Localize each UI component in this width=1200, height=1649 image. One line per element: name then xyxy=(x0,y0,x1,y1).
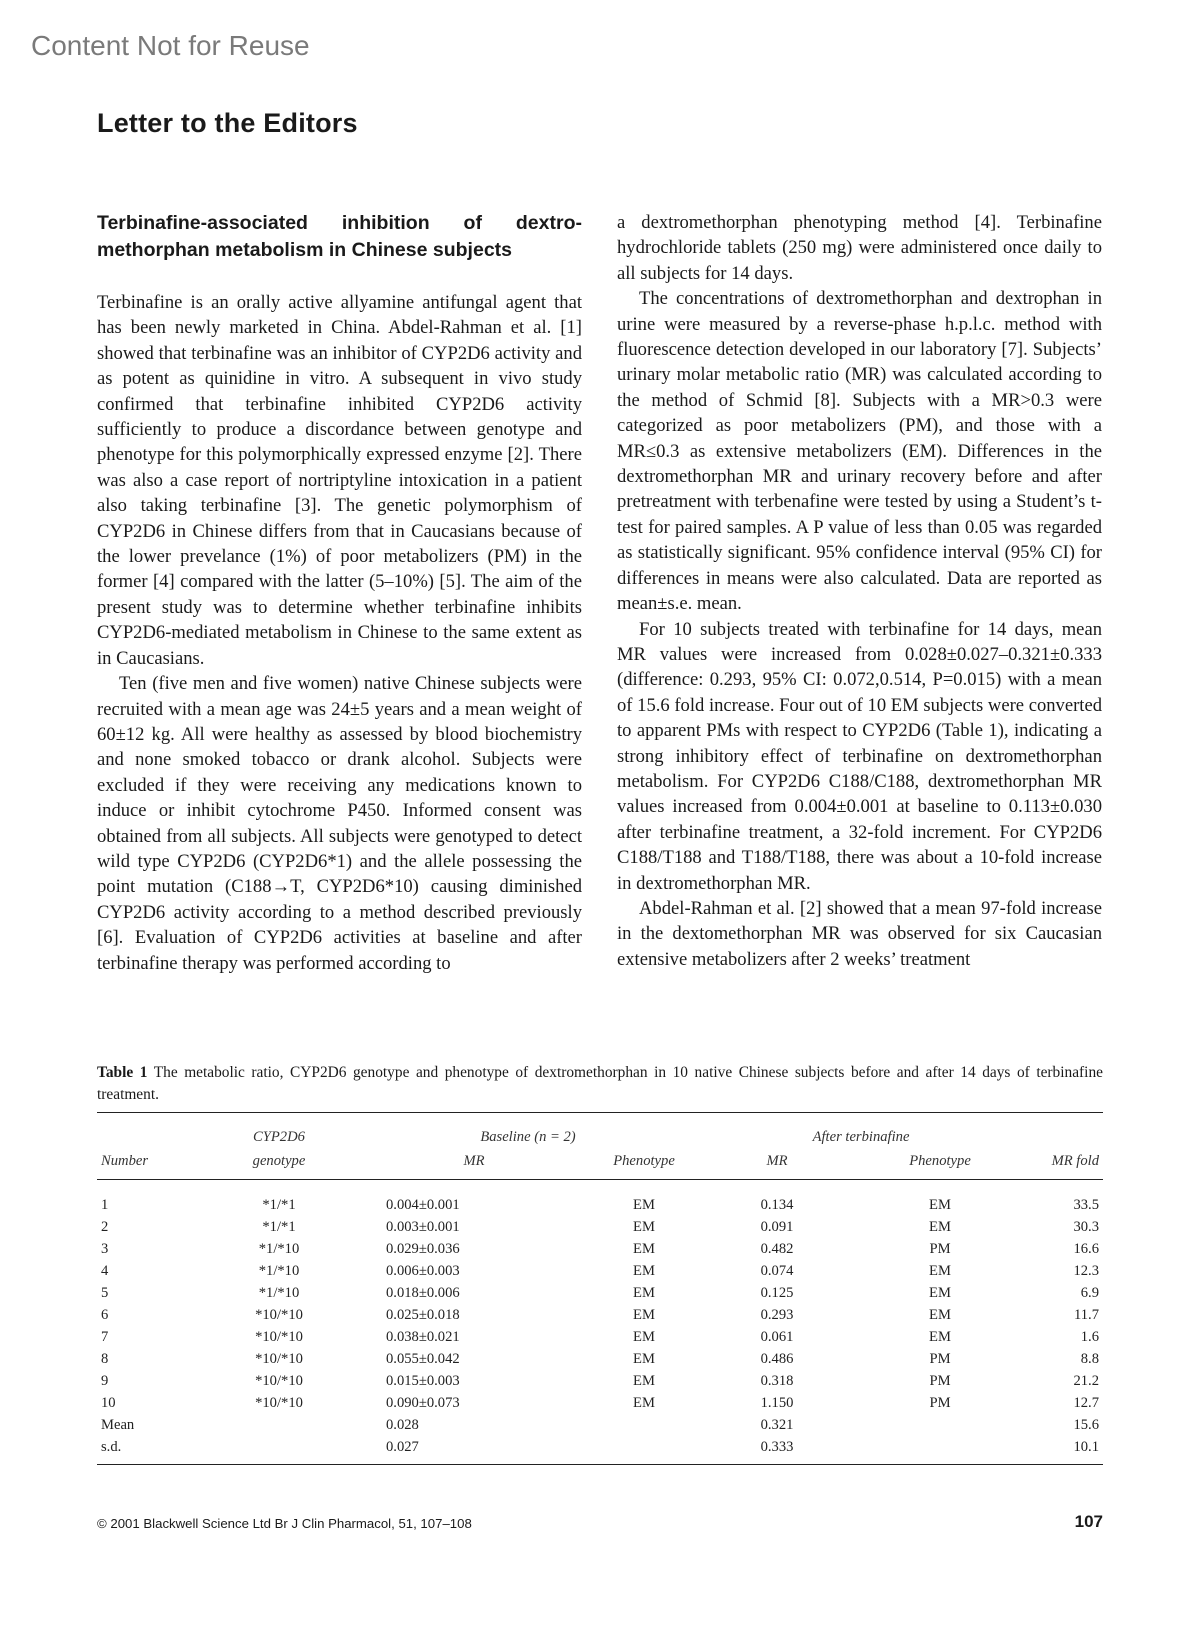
cell-genotype: *10/*10 xyxy=(255,1329,303,1345)
cell-after-mr: 0.125 xyxy=(760,1285,794,1301)
cell-number: 7 xyxy=(101,1329,109,1345)
cell-number: 9 xyxy=(101,1373,109,1389)
header-cyp2d6: CYP2D6 xyxy=(200,1113,358,1150)
cell-baseline-mr: 0.028 xyxy=(386,1417,419,1433)
header-genotype: genotype xyxy=(200,1149,358,1180)
cell-after-phenotype: EM xyxy=(929,1263,951,1279)
cell-baseline-phenotype: EM xyxy=(633,1263,655,1279)
cell-baseline-phenotype xyxy=(590,1436,698,1465)
cell-baseline-phenotype xyxy=(590,1414,698,1436)
cell-baseline-phenotype: EM xyxy=(633,1219,655,1235)
table-row xyxy=(97,1260,1103,1282)
cell-genotype: *1/*1 xyxy=(262,1219,296,1235)
cell-baseline-mr: 0.003±0.001 xyxy=(386,1219,460,1235)
cell-number: 10 xyxy=(101,1395,116,1411)
cell-genotype: *10/*10 xyxy=(255,1351,303,1367)
cell-baseline-mr: 0.027 xyxy=(358,1436,590,1465)
cell-mr-fold: 12.3 xyxy=(1073,1263,1099,1279)
cell-number: 2 xyxy=(101,1219,109,1235)
cell-baseline-mr: 0.006±0.003 xyxy=(386,1263,460,1279)
cell-after-mr: 0.091 xyxy=(760,1219,794,1235)
cell-baseline-phenotype: EM xyxy=(633,1197,655,1213)
cell-number: 4 xyxy=(101,1263,109,1279)
cell-after-phenotype: EM xyxy=(929,1307,951,1323)
header-after-phenotype: Phenotype xyxy=(856,1149,1024,1180)
table-caption-text: The metabolic ratio, CYP2D6 genotype and phenotype of dextromethorphan in 10 native Chinese subjects before and after 14 days of terbinafine treatment. xyxy=(97,1064,1103,1103)
table-row xyxy=(97,1414,1103,1436)
cell-baseline-mr: 0.038±0.021 xyxy=(386,1329,460,1345)
paragraph: For 10 subjects treated with terbinafine for 14 days, mean MR values were increased from 0.028±0.027–0.321±0.333 (difference: 0.293, 95% CI: 0.072,0.514, P=0.015) with a mean of 15.6 fold increase. Four out of 10 EM subjects were converted to apparent PMs with respect to CYP2D6 (Table 1), indicating a strong inhibitory effect of terbinafine on dextromethorphan metabolism. For CYP2D6 C188/C188, dextromethorphan MR values increased from 0.004±0.001 at baseline to 0.113±0.030 after terbinafine treatment, a 32-fold increment. For CYP2D6 C188/T188 and T188/T188, there was about a 10-fold increase in dextromethorphan MR. xyxy=(617,618,1102,894)
cell-mr-fold: 15.6 xyxy=(1073,1417,1099,1433)
table-row xyxy=(97,1436,1103,1465)
cell-baseline-mr: 0.055±0.042 xyxy=(386,1351,460,1367)
cell-after-mr: 0.486 xyxy=(760,1351,794,1367)
cell-genotype: *1/*10 xyxy=(258,1241,300,1257)
cell-baseline-mr: 0.029±0.036 xyxy=(386,1241,460,1257)
table-group-header-row xyxy=(97,1113,1103,1150)
table-caption-label: Table 1 xyxy=(97,1064,148,1081)
cell-baseline-phenotype: EM xyxy=(633,1307,655,1323)
header-number: Number xyxy=(97,1149,200,1180)
cell-baseline-phenotype: EM xyxy=(633,1241,655,1257)
paragraph: Ten (five men and five women) native Chinese subjects were recruited with a mean age was 24±5 years and a mean weight of 60±12 kg. All were healthy as assessed by blood biochemistry and none smoked tobacco or drank alcohol. Subjects were excluded if they were receiving any medications known to induce or inhibit cytochrome P450. Informed consent was obtained from all subjects. All subjects were genotyped to detect wild type CYP2D6 (CYP2D6*1) and the allele possessing the point mutation (C188→T, CYP2D6*10) causing diminished CYP2D6 activity according to a method described previously [6]. Evaluation of CYP2D6 activities at baseline and after terbinafine therapy was performed according to xyxy=(97,673,582,974)
paragraph: Abdel-Rahman et al. [2] showed that a mean 97-fold increase in the dextomethorphan MR was observed for six Caucasian extensive metabolizers after 2 weeks’ treatment xyxy=(617,897,1102,970)
table-caption xyxy=(97,1062,1103,1106)
section-heading: Letter to the Editors xyxy=(97,108,358,138)
header-after-mr: MR xyxy=(698,1149,856,1180)
cell-baseline-mr: 0.090±0.073 xyxy=(386,1395,460,1411)
cell-genotype xyxy=(200,1414,358,1436)
cell-number: 3 xyxy=(101,1241,109,1257)
paragraph: The concentrations of dextromethorphan and dextrophan in urine were measured by a reverse-phase h.p.l.c. method with fluorescence detection developed in our laboratory [7]. Subjects’ urinary molar metabolic ratio (MR) was calculated according to the method of Schmid [8]. Subjects with a MR>0.3 were categorized as poor metabolizers (PM), and those with a MR≤0.3 as extensive metabolizers (EM). Differences in the dextromethorphan MR and urinary recovery before and after pretreatment with terbenafine were tested by using a Student’s t-test for paired samples. A P value of less than 0.05 was regarded as statistically significant. 95% confidence interval (95% CI) for differences in means were also calculated. Data are reported as mean±s.e. mean. xyxy=(617,288,1102,615)
cell-number: Mean xyxy=(101,1417,135,1433)
cell-baseline-phenotype: EM xyxy=(633,1373,655,1389)
header-baseline-phenotype: Phenotype xyxy=(590,1149,698,1180)
cell-baseline-phenotype: EM xyxy=(633,1285,655,1301)
table-row xyxy=(97,1282,1103,1304)
table-row xyxy=(97,1370,1103,1392)
cell-baseline-mr: 0.015±0.003 xyxy=(386,1373,460,1389)
cell-after-phenotype: PM xyxy=(929,1241,951,1257)
cell-after-mr: 1.150 xyxy=(760,1395,794,1411)
cell-after-mr: 0.074 xyxy=(760,1263,794,1279)
cell-genotype: *1/*10 xyxy=(258,1263,300,1279)
data-table-container xyxy=(97,1112,1103,1465)
footer-copyright: © 2001 Blackwell Science Ltd Br J Clin Pharmacol, 51, 107–108 xyxy=(97,1516,472,1531)
table-column-header-row xyxy=(97,1149,1103,1180)
text-column-right xyxy=(617,210,1102,972)
header-baseline-mr: MR xyxy=(358,1149,590,1180)
cell-after-mr: 0.134 xyxy=(760,1197,794,1213)
cell-after-phenotype: EM xyxy=(929,1329,951,1345)
cell-number: 1 xyxy=(101,1197,109,1213)
paragraph: Terbinafine is an orally active allyamine antifungal agent that has been newly marketed in China. Abdel-Rahman et al. [1] showed that terbinafine was an inhibitor of CYP2D6 activity and as potent as quinidine in vitro. A subsequent in vivo study confirmed that terbinafine inhibited CYP2D6 activity sufficiently to produce a discordance between genotype and phenotype for this polymorphically expressed enzyme [2]. There was also a case report of nortriptyline intoxication in a patient also taking terbinafine [3]. The genetic polymorphism of CYP2D6 in Chinese differs from that in Caucasians because of the lower prevelance (1%) of poor metabolizers (PM) in the former [4] compared with the latter (5–10%) [5]. The aim of the present study was to determine whether terbinafine inhibits CYP2D6-mediated metabolism in Chinese to the same extent as in Caucasians. xyxy=(97,292,582,669)
cell-after-mr: 0.061 xyxy=(760,1329,794,1345)
cell-number: 6 xyxy=(101,1307,109,1323)
cell-baseline-phenotype: EM xyxy=(633,1351,655,1367)
cell-mr-fold: 1.6 xyxy=(1080,1329,1099,1345)
cell-mr-fold: 33.5 xyxy=(1073,1197,1099,1213)
page-number: 107 xyxy=(1074,1512,1103,1531)
table-body xyxy=(97,1180,1103,1465)
cell-number: 8 xyxy=(101,1351,109,1367)
cell-after-mr: 0.482 xyxy=(760,1241,794,1257)
cell-after-mr: 0.321 xyxy=(760,1417,794,1433)
cell-genotype: *10/*10 xyxy=(255,1373,303,1389)
table-row xyxy=(97,1180,1103,1217)
table-row xyxy=(97,1326,1103,1348)
cell-mr-fold: 16.6 xyxy=(1073,1241,1099,1257)
cell-after-mr: 0.333 xyxy=(698,1436,856,1465)
cell-after-phenotype: EM xyxy=(929,1219,951,1235)
cell-number: 5 xyxy=(101,1285,109,1301)
data-table xyxy=(97,1112,1103,1465)
cell-genotype: *1/*10 xyxy=(258,1285,300,1301)
article-title: Terbinafine-associated inhibition of dextromethorphan metabolism in Chinese subjects xyxy=(97,212,582,261)
watermark-text: Content Not for Reuse xyxy=(31,30,310,61)
cell-mr-fold: 6.9 xyxy=(1080,1285,1099,1301)
paragraph: a dextromethorphan phenotyping method [4]. Terbinafine hydrochloride tablets (250 mg) were administered once daily to all subjects for 14 days. xyxy=(617,212,1102,284)
cell-after-mr: 0.318 xyxy=(760,1373,794,1389)
cell-after-phenotype: EM xyxy=(929,1285,951,1301)
cell-genotype: *10/*10 xyxy=(255,1395,303,1411)
cell-number: s.d. xyxy=(97,1436,200,1465)
table-row xyxy=(97,1392,1103,1414)
header-mr-fold: MR fold xyxy=(1024,1149,1103,1180)
cell-mr-fold: 8.8 xyxy=(1080,1351,1099,1367)
table-row xyxy=(97,1238,1103,1260)
table-row xyxy=(97,1348,1103,1370)
cell-after-phenotype: EM xyxy=(929,1197,951,1213)
cell-mr-fold: 30.3 xyxy=(1073,1219,1099,1235)
cell-after-mr: 0.293 xyxy=(760,1307,794,1323)
table-row xyxy=(97,1304,1103,1326)
cell-genotype: *1/*1 xyxy=(262,1197,296,1213)
header-after-group: After terbinafine xyxy=(698,1113,1024,1150)
cell-baseline-phenotype: EM xyxy=(633,1395,655,1411)
cell-after-phenotype: PM xyxy=(929,1395,951,1411)
cell-mr-fold: 10.1 xyxy=(1024,1436,1103,1465)
cell-baseline-mr: 0.025±0.018 xyxy=(386,1307,460,1323)
cell-after-phenotype xyxy=(856,1414,1024,1436)
cell-after-phenotype: PM xyxy=(929,1373,951,1389)
cell-baseline-mr: 0.004±0.001 xyxy=(386,1197,460,1213)
cell-after-phenotype: PM xyxy=(929,1351,951,1367)
header-baseline-group: Baseline (n = 2) xyxy=(358,1113,698,1150)
cell-genotype: *10/*10 xyxy=(255,1307,303,1323)
cell-after-phenotype xyxy=(856,1436,1024,1465)
cell-mr-fold: 21.2 xyxy=(1073,1373,1099,1389)
cell-genotype xyxy=(200,1436,358,1465)
cell-mr-fold: 11.7 xyxy=(1074,1307,1099,1323)
table-row xyxy=(97,1216,1103,1238)
text-column-left xyxy=(97,210,582,976)
cell-mr-fold: 12.7 xyxy=(1073,1395,1099,1411)
cell-baseline-phenotype: EM xyxy=(633,1329,655,1345)
cell-baseline-mr: 0.018±0.006 xyxy=(386,1285,460,1301)
